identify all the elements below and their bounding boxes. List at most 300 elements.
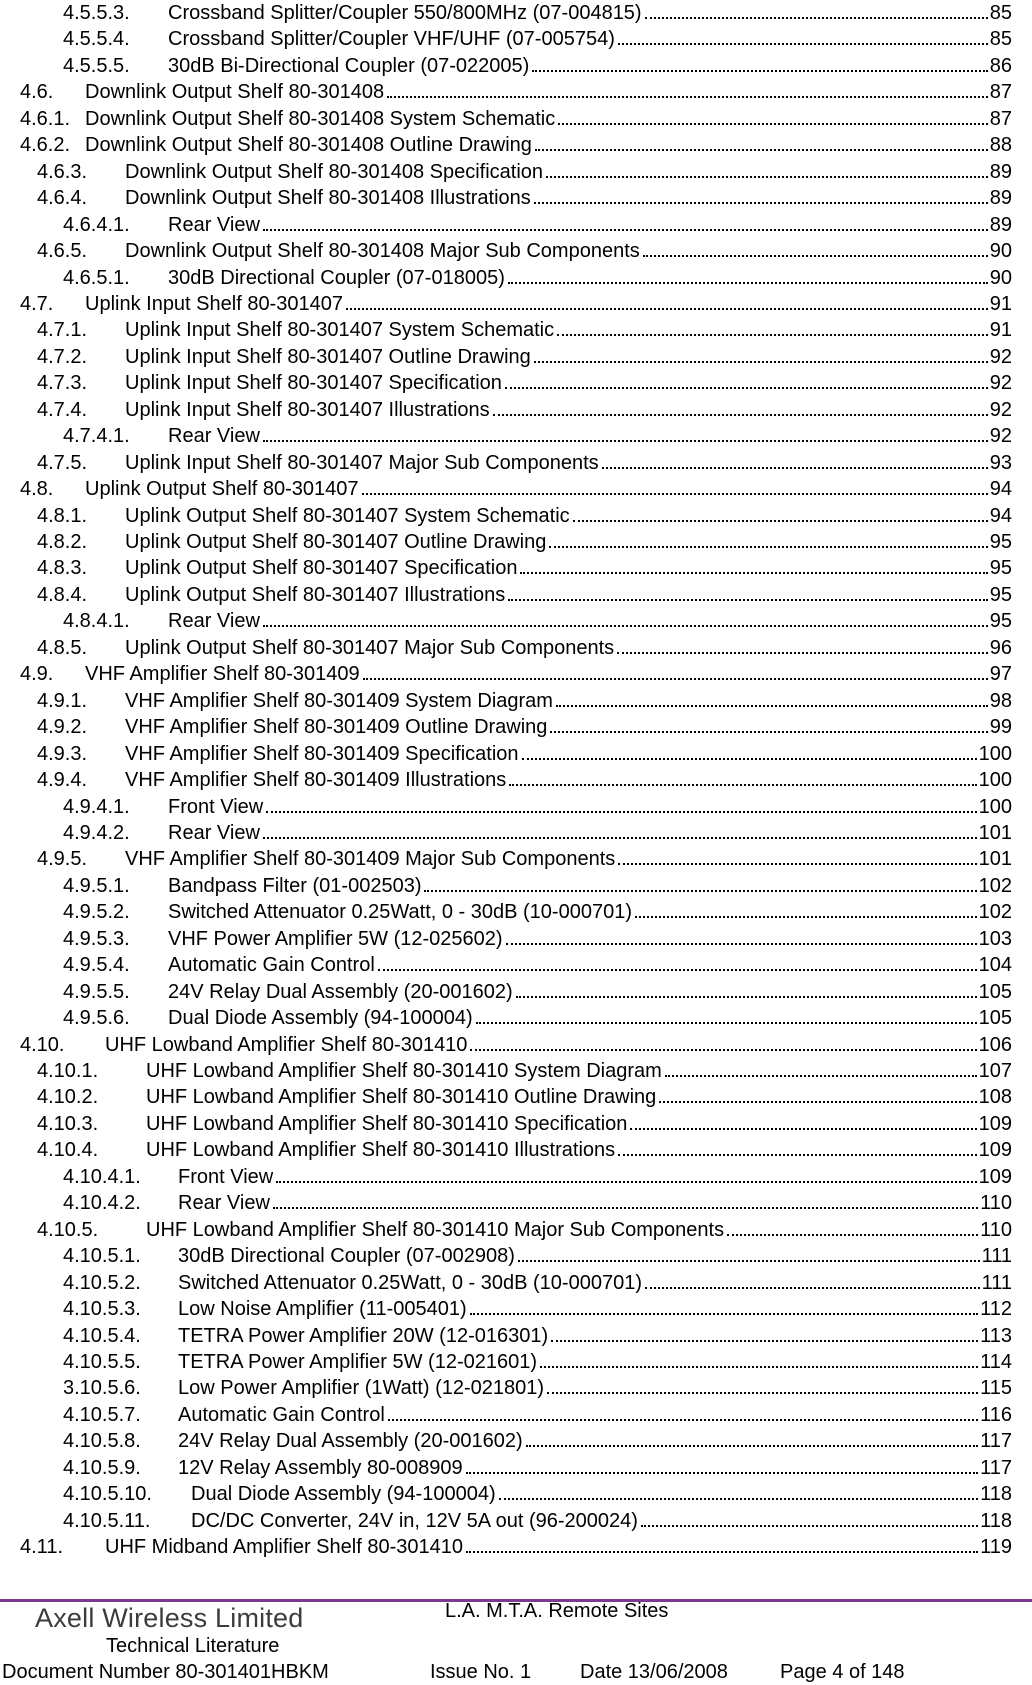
toc-entry-title: 24V Relay Dual Assembly (20-001602): [178, 1430, 523, 1453]
toc-entry-number: 4.6.5.: [37, 240, 88, 263]
company-name: Axell Wireless Limited: [35, 1603, 304, 1633]
dot-leader: [534, 202, 988, 204]
toc-entry[interactable]: [37, 450, 1012, 474]
toc-entry[interactable]: [63, 1005, 1012, 1029]
toc-entry-number: 4.8.3.: [37, 557, 88, 580]
dot-leader: [557, 334, 988, 336]
toc-entry[interactable]: [20, 106, 1012, 130]
toc-entry[interactable]: [63, 1296, 1012, 1320]
toc-entry-number: 4.10.5.10.: [63, 1483, 152, 1506]
toc-entry-page: 99: [989, 716, 1012, 739]
toc-entry-title: TETRA Power Amplifier 5W (12-021601): [178, 1350, 538, 1373]
dot-leader: [534, 361, 988, 363]
toc-entry-page: 96: [989, 636, 1012, 659]
dot-leader: [635, 916, 977, 918]
toc-entry-number: 4.7.2.: [37, 345, 88, 368]
toc-entry-title: DC/DC Converter, 24V in, 12V 5A out (96-200024): [191, 1509, 638, 1532]
toc-entry[interactable]: [37, 1137, 1012, 1161]
toc-entry-title: Front View: [168, 795, 264, 818]
toc-entry-number: 4.6.3.: [37, 160, 88, 183]
dot-leader: [522, 758, 977, 760]
toc-entry-number: 4.5.5.3.: [63, 2, 130, 24]
toc-entry-page: 116: [980, 1403, 1012, 1426]
site-name: L.A. M.T.A. Remote Sites: [445, 1600, 669, 1622]
dot-leader: [276, 1181, 976, 1183]
toc-entry[interactable]: [63, 1375, 1012, 1399]
toc-entry-page: 94: [989, 478, 1012, 501]
dot-leader: [558, 123, 988, 125]
toc-entry[interactable]: [63, 1481, 1012, 1505]
issue-number: Issue No. 1: [430, 1661, 532, 1683]
toc-entry[interactable]: [20, 132, 1012, 156]
toc-entry[interactable]: [63, 820, 1012, 844]
toc-entry-title: 24V Relay Dual Assembly (20-001602): [168, 980, 513, 1003]
toc-entry-page: 91: [989, 292, 1012, 315]
toc-entry-title: VHF Power Amplifier 5W (12-025602): [168, 927, 503, 950]
toc-entry-page: 105: [978, 980, 1012, 1003]
toc-entry-title: Rear View: [168, 610, 260, 633]
toc-entry-title: Uplink Output Shelf 80-301407 Illustrations: [125, 583, 506, 606]
toc-entry-page: 89: [989, 160, 1012, 183]
dot-leader: [499, 1498, 979, 1500]
dot-leader: [645, 17, 988, 19]
department-label: Technical Literature: [106, 1635, 280, 1657]
toc-entry-title: UHF Midband Amplifier Shelf 80-301410: [105, 1536, 463, 1559]
toc-entry-page: 106: [978, 1033, 1012, 1056]
dot-leader: [659, 1101, 976, 1103]
toc-entry-title: Automatic Gain Control: [168, 954, 375, 977]
toc-entry-number: 4.5.5.4.: [63, 28, 130, 51]
dot-leader: [470, 1049, 976, 1051]
toc-entry[interactable]: [63, 899, 1012, 923]
toc-entry-page: 95: [989, 531, 1012, 553]
toc-entry-page: 117: [980, 1456, 1012, 1479]
toc-entry-page: 89: [989, 187, 1012, 210]
toc-entry-title: Front View: [178, 1165, 274, 1188]
toc-entry-title: Uplink Input Shelf 80-301407: [85, 292, 343, 315]
toc-entry[interactable]: [37, 317, 1012, 341]
toc-entry[interactable]: [63, 0, 1012, 24]
dot-leader: [551, 1340, 978, 1342]
toc-entry[interactable]: [20, 291, 1012, 315]
toc-entry-number: 4.6.1.: [20, 107, 71, 130]
toc-entry-title: Downlink Output Shelf 80-301408 System Schematic: [85, 107, 556, 130]
toc-entry-page: 118: [980, 1483, 1012, 1506]
toc-entry-page: 111: [981, 1245, 1012, 1268]
toc-entry-page: 85: [989, 2, 1012, 24]
toc-entry-number: 4.8.4.1.: [63, 610, 130, 633]
toc-entry-number: 4.8.1.: [37, 504, 88, 527]
dot-leader: [263, 625, 988, 627]
dot-leader: [645, 1287, 980, 1289]
toc-entry[interactable]: [37, 1058, 1012, 1082]
toc-entry-number: 4.10.1.: [37, 1060, 99, 1082]
toc-entry-title: Switched Attenuator 0.25Watt, 0 - 30dB (10-000701): [168, 901, 632, 924]
toc-entry-number: 4.8.4.: [37, 583, 88, 606]
toc-entry-number: 4.10.5.11.: [63, 1509, 151, 1532]
toc-entry-page: 88: [989, 134, 1012, 157]
dot-leader: [508, 282, 988, 284]
toc-entry-number: 4.9.4.1.: [63, 795, 130, 818]
toc-entry-title: Rear View: [168, 821, 260, 844]
toc-entry[interactable]: [63, 1190, 1012, 1214]
dot-leader: [550, 731, 987, 733]
toc-entry-number: 4.9.1.: [37, 689, 88, 712]
toc-entry-number: 4.10.5.8.: [63, 1430, 141, 1453]
toc-entry-title: Downlink Output Shelf 80-301408 Illustrations: [125, 187, 531, 210]
toc-entry-title: Uplink Output Shelf 80-301407 Outline Drawing: [125, 531, 547, 553]
dot-leader: [424, 890, 976, 892]
dot-leader: [665, 1075, 977, 1077]
toc-entry-number: 4.10.5.2.: [63, 1271, 141, 1294]
toc-entry-title: Uplink Input Shelf 80-301407 Specification: [125, 372, 502, 395]
toc-entry-title: Rear View: [178, 1192, 270, 1215]
toc-entry[interactable]: [37, 529, 1012, 553]
dot-leader: [263, 440, 988, 442]
dot-leader: [643, 255, 988, 257]
toc-entry-title: Rear View: [168, 425, 260, 448]
toc-entry-number: 4.7.4.: [37, 398, 88, 421]
dot-leader: [618, 1154, 976, 1156]
dot-leader: [546, 176, 988, 178]
toc-entry-number: 4.9.5.6.: [63, 1007, 130, 1030]
toc-entry-title: Downlink Output Shelf 80-301408 Outline Drawing: [85, 134, 532, 157]
toc-entry-page: 100: [978, 769, 1012, 792]
dot-leader: [362, 493, 988, 495]
toc-entry[interactable]: [37, 1111, 1012, 1135]
toc-entry-number: 4.9.5.4.: [63, 954, 130, 977]
toc-entry-page: 103: [978, 927, 1012, 950]
toc-entry-title: UHF Lowband Amplifier Shelf 80-301410 System Diagram: [146, 1060, 662, 1082]
toc-entry-number: 4.10.5.1.: [63, 1245, 141, 1268]
toc-entry[interactable]: [63, 952, 1012, 976]
toc-entry-title: Uplink Output Shelf 80-301407 Specification: [125, 557, 518, 580]
dot-leader: [509, 784, 976, 786]
toc-entry-title: Uplink Input Shelf 80-301407 Illustrations: [125, 398, 490, 421]
toc-entry[interactable]: [63, 794, 1012, 818]
toc-entry-title: Low Power Amplifier (1Watt) (12-021801): [178, 1377, 545, 1400]
toc-entry[interactable]: [20, 476, 1012, 500]
dot-leader: [520, 572, 987, 574]
toc-entry[interactable]: [63, 1508, 1012, 1532]
dot-leader: [466, 1472, 978, 1474]
toc-entry-title: VHF Amplifier Shelf 80-301409 Specification: [125, 742, 519, 765]
dot-leader: [363, 678, 988, 680]
dot-leader: [618, 43, 988, 45]
dot-leader: [273, 1207, 978, 1209]
toc-entry-number: 4.6.4.1.: [63, 213, 130, 236]
toc-entry[interactable]: [63, 1270, 1012, 1294]
toc-entry-number: 4.7.3.: [37, 372, 88, 395]
toc-entry[interactable]: [37, 344, 1012, 368]
toc-entry-page: 100: [978, 795, 1012, 818]
toc-entry-title: VHF Amplifier Shelf 80-301409: [85, 663, 360, 686]
toc-entry[interactable]: [37, 714, 1012, 738]
toc-entry[interactable]: [37, 1084, 1012, 1108]
dot-leader: [516, 996, 977, 998]
dot-leader: [518, 1260, 980, 1262]
toc-entry-page: 93: [989, 451, 1012, 474]
dot-leader: [505, 387, 988, 389]
toc-entry-page: 98: [989, 689, 1012, 712]
toc-entry-number: 4.10.5.: [37, 1218, 99, 1241]
dot-leader: [388, 1419, 978, 1421]
toc-entry[interactable]: [63, 26, 1012, 50]
toc-entry-number: 4.6.5.1.: [63, 266, 130, 289]
toc-entry-number: 4.9.5.2.: [63, 901, 130, 924]
toc-entry-number: 4.10.5.3.: [63, 1298, 141, 1321]
dot-leader: [549, 546, 987, 548]
toc-entry-page: 95: [989, 583, 1012, 606]
dot-leader: [535, 149, 988, 151]
toc-entry[interactable]: [37, 397, 1012, 421]
dot-leader: [727, 1234, 978, 1236]
toc-entry[interactable]: [37, 159, 1012, 183]
toc-entry-number: 4.5.5.5.: [63, 54, 130, 77]
dot-leader: [618, 863, 976, 865]
dot-leader: [508, 599, 988, 601]
toc-entry[interactable]: [63, 926, 1012, 950]
toc-entry-page: 110: [980, 1192, 1012, 1215]
dot-leader: [266, 811, 976, 813]
toc-entry-number: 4.9.5.5.: [63, 980, 130, 1003]
toc-entry-page: 111: [981, 1271, 1012, 1294]
toc-entry-number: 4.10.5.4.: [63, 1324, 141, 1347]
toc-entry-page: 104: [978, 954, 1012, 977]
toc-entry-number: 4.6.4.: [37, 187, 88, 210]
toc-entry[interactable]: [20, 661, 1012, 685]
toc-entry-number: 4.10.2.: [37, 1086, 99, 1109]
dot-leader: [602, 467, 988, 469]
toc-entry-title: 30dB Directional Coupler (07-018005): [168, 266, 505, 289]
toc-entry[interactable]: [63, 1428, 1012, 1452]
toc-entry-title: Uplink Input Shelf 80-301407 Outline Drawing: [125, 345, 531, 368]
toc-entry-page: 92: [989, 425, 1012, 448]
toc-entry-title: Downlink Output Shelf 80-301408 Major Sub Components: [125, 240, 640, 263]
dot-leader: [573, 520, 988, 522]
toc-entry-number: 4.9.5.3.: [63, 927, 130, 950]
toc-entry-page: 109: [978, 1112, 1012, 1135]
toc-entry-number: 4.9.5.: [37, 848, 88, 871]
dot-leader: [641, 1525, 978, 1527]
toc-entry-title: Bandpass Filter (01-002503): [168, 874, 422, 897]
toc-entry-title: UHF Lowband Amplifier Shelf 80-301410 Major Sub Components: [146, 1218, 725, 1241]
toc-entry-number: 4.10.5.5.: [63, 1350, 141, 1373]
toc-entry-page: 85: [989, 28, 1012, 51]
dot-leader: [617, 652, 988, 654]
toc-entry[interactable]: [63, 1402, 1012, 1426]
dot-leader: [466, 1551, 978, 1553]
toc-entry-page: 114: [980, 1350, 1012, 1373]
dot-leader: [630, 1128, 976, 1130]
toc-entry-title: VHF Amplifier Shelf 80-301409 Major Sub Components: [125, 848, 616, 871]
toc-entry-number: 4.9.4.2.: [63, 821, 130, 844]
toc-entry-number: 4.10.5.9.: [63, 1456, 141, 1479]
toc-entry-page: 110: [980, 1218, 1012, 1241]
toc-entry-page: 90: [989, 240, 1012, 263]
toc-entry[interactable]: [63, 1243, 1012, 1267]
toc-entry-title: VHF Amplifier Shelf 80-301409 System Diagram: [125, 689, 553, 712]
toc-entry-page: 107: [978, 1060, 1012, 1082]
toc-entry-number: 4.10.4.1.: [63, 1165, 141, 1188]
toc-entry-title: Crossband Splitter/Coupler VHF/UHF (07-005754): [168, 28, 615, 51]
toc-entry-title: UHF Lowband Amplifier Shelf 80-301410 Outline Drawing: [146, 1086, 657, 1109]
dot-leader: [263, 837, 977, 839]
toc-entry[interactable]: [63, 1349, 1012, 1373]
dot-leader: [346, 308, 988, 310]
toc-entry-page: 109: [978, 1165, 1012, 1188]
toc-entry[interactable]: [37, 688, 1012, 712]
toc-entry[interactable]: [37, 185, 1012, 209]
toc-entry-number: 4.6.: [20, 81, 54, 104]
toc-entry-title: 12V Relay Assembly 80-008909: [178, 1456, 463, 1479]
toc-entry-title: Low Noise Amplifier (11-005401): [178, 1298, 467, 1321]
toc-entry-number: 4.8.2.: [37, 531, 88, 553]
toc-entry[interactable]: [37, 1217, 1012, 1241]
toc-entry-page: 89: [989, 213, 1012, 236]
toc-entry-number: 4.8.5.: [37, 636, 88, 659]
toc-entry[interactable]: [20, 79, 1012, 103]
toc-entry[interactable]: [63, 212, 1012, 236]
toc-entry-title: 30dB Bi-Directional Coupler (07-022005): [168, 54, 530, 77]
dot-leader: [540, 1366, 978, 1368]
toc-entry-page: 113: [980, 1324, 1012, 1347]
toc-entry-title: Uplink Output Shelf 80-301407 Major Sub Components: [125, 636, 615, 659]
toc-entry[interactable]: [63, 53, 1012, 77]
toc-entry-page: 92: [989, 398, 1012, 421]
toc-entry[interactable]: [37, 370, 1012, 394]
toc-entry-page: 118: [980, 1509, 1012, 1532]
toc-entry[interactable]: [37, 846, 1012, 870]
toc-entry-page: 87: [989, 81, 1012, 104]
toc-entry-number: 4.9.3.: [37, 742, 88, 765]
toc-entry-number: 4.7.4.1.: [63, 425, 130, 448]
toc-entry-page: 90: [989, 266, 1012, 289]
dot-leader: [476, 1022, 977, 1024]
toc-entry-title: TETRA Power Amplifier 20W (12-016301): [178, 1324, 549, 1347]
toc-entry[interactable]: [37, 635, 1012, 659]
toc-entry[interactable]: [63, 1164, 1012, 1188]
document-number: Document Number 80-301401HBKM: [2, 1661, 329, 1683]
toc-entry-number: 4.7.1.: [37, 319, 88, 342]
toc-entry-title: Uplink Input Shelf 80-301407 System Schematic: [125, 319, 555, 342]
toc-entry-number: 4.9.: [20, 663, 54, 686]
toc-entry-page: 105: [978, 1007, 1012, 1030]
toc-entry-number: 4.9.4.: [37, 769, 88, 792]
toc-entry-page: 119: [980, 1536, 1012, 1559]
dot-leader: [532, 70, 987, 72]
toc-entry[interactable]: [37, 582, 1012, 606]
toc-entry[interactable]: [37, 741, 1012, 765]
toc-entry-page: 117: [980, 1430, 1012, 1453]
toc-entry-number: 4.11.: [20, 1536, 63, 1559]
dot-leader: [526, 1445, 978, 1447]
page-number: Page 4 of 148: [780, 1661, 905, 1683]
toc-entry-number: 4.9.5.1.: [63, 874, 130, 897]
toc-entry-page: 87: [989, 107, 1012, 130]
toc-entry-number: 4.7.5.: [37, 451, 88, 474]
toc-entry[interactable]: [63, 1455, 1012, 1479]
toc-entry[interactable]: [20, 1032, 1012, 1056]
toc-entry-number: 4.10.4.: [37, 1139, 99, 1162]
toc-entry-title: Downlink Output Shelf 80-301408 Specification: [125, 160, 544, 183]
toc-entry[interactable]: [63, 423, 1012, 447]
toc-entry[interactable]: [63, 979, 1012, 1003]
toc-entry-number: 4.10.3.: [37, 1112, 99, 1135]
toc-entry-title: Crossband Splitter/Coupler 550/800MHz (07-004815): [168, 2, 642, 24]
toc-entry[interactable]: [63, 1323, 1012, 1347]
toc-entry-title: UHF Lowband Amplifier Shelf 80-301410 Specification: [146, 1112, 628, 1135]
toc-entry-title: Rear View: [168, 213, 260, 236]
toc-entry[interactable]: [37, 555, 1012, 579]
toc-entry-number: 4.9.2.: [37, 716, 88, 739]
toc-entry-page: 97: [989, 663, 1012, 686]
toc-entry-title: UHF Lowband Amplifier Shelf 80-301410: [105, 1033, 468, 1056]
toc-entry-page: 94: [989, 504, 1012, 527]
toc-entry-page: 95: [989, 610, 1012, 633]
toc-entry[interactable]: [37, 503, 1012, 527]
document-date: Date 13/06/2008: [580, 1661, 728, 1683]
toc-entry-number: 4.7.: [20, 292, 54, 315]
toc-entry-title: Uplink Output Shelf 80-301407 System Schematic: [125, 504, 570, 527]
toc-entry[interactable]: [63, 265, 1012, 289]
toc-entry-page: 109: [978, 1139, 1012, 1162]
dot-leader: [263, 229, 988, 231]
dot-leader: [506, 943, 977, 945]
toc-entry-title: VHF Amplifier Shelf 80-301409 Illustrations: [125, 769, 507, 792]
toc-entry-page: 102: [978, 901, 1012, 924]
toc-entry-number: 3.10.5.6.: [63, 1377, 141, 1400]
toc-entry[interactable]: [37, 238, 1012, 262]
toc-entry-title: VHF Amplifier Shelf 80-301409 Outline Drawing: [125, 716, 548, 739]
dot-leader: [470, 1313, 978, 1315]
toc-entry[interactable]: [37, 767, 1012, 791]
dot-leader: [378, 969, 977, 971]
toc-entry-page: 101: [978, 821, 1012, 844]
toc-entry-number: 4.10.5.7.: [63, 1403, 141, 1426]
dot-leader: [556, 705, 988, 707]
dot-leader: [547, 1392, 978, 1394]
toc-entry-page: 101: [978, 848, 1012, 871]
toc-entry-page: 92: [989, 345, 1012, 368]
toc-entry-page: 115: [980, 1377, 1012, 1400]
toc-entry-title: Automatic Gain Control: [178, 1403, 385, 1426]
toc-entry-number: 4.10.: [20, 1033, 65, 1056]
toc-entry-page: 92: [989, 372, 1012, 395]
toc-entry-number: 4.10.4.2.: [63, 1192, 141, 1215]
toc-entry-number: 4.6.2.: [20, 134, 71, 157]
toc-entry-title: Downlink Output Shelf 80-301408: [85, 81, 385, 104]
toc-entry-title: Uplink Input Shelf 80-301407 Major Sub Components: [125, 451, 599, 474]
toc-entry-title: Dual Diode Assembly (94-100004): [191, 1483, 496, 1506]
toc-entry-page: 91: [989, 319, 1012, 342]
toc-entry-number: 4.8.: [20, 478, 54, 501]
toc-entry-page: 108: [978, 1086, 1012, 1109]
toc-entry-title: Switched Attenuator 0.25Watt, 0 - 30dB (10-000701): [178, 1271, 642, 1294]
dot-leader: [387, 96, 988, 98]
toc-entry-title: Dual Diode Assembly (94-100004): [168, 1007, 473, 1030]
toc-entry-page: 102: [978, 874, 1012, 897]
toc-entry-title: Uplink Output Shelf 80-301407: [85, 478, 359, 501]
dot-leader: [493, 414, 988, 416]
toc-entry[interactable]: [20, 1534, 1012, 1558]
toc-entry[interactable]: [63, 608, 1012, 632]
toc-entry-page: 100: [978, 742, 1012, 765]
toc-entry-page: 112: [980, 1298, 1012, 1321]
toc-entry[interactable]: [63, 873, 1012, 897]
toc-entry-page: 95: [989, 557, 1012, 580]
toc-entry-page: 86: [989, 54, 1012, 77]
